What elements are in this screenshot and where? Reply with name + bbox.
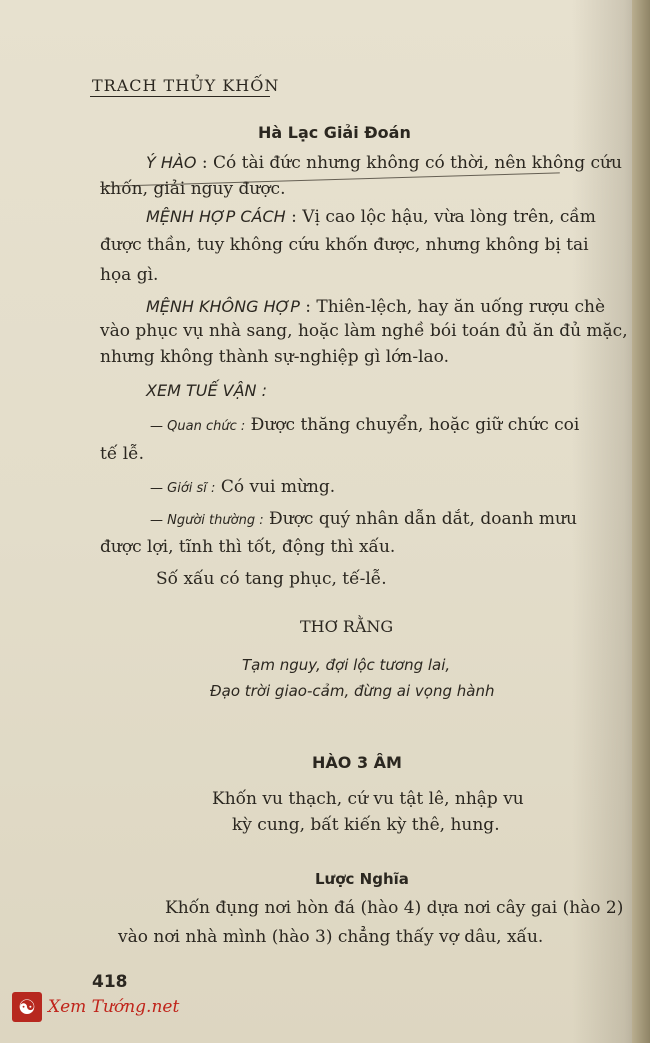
quan-chuc-label: — Quan chức : <box>150 419 246 434</box>
running-head: TRACH THỦY KHỐN <box>92 76 280 95</box>
quan-chuc-text-1: Được thăng chuyển, hoặc giữ chức coi <box>250 415 580 435</box>
y-hao-label: Ý HÀO <box>146 153 197 172</box>
menh-khong-text-1: : Thiên-lệch, hay ăn uống rượu chè <box>305 297 606 317</box>
poem-heading: THƠ RẰNG <box>300 617 394 636</box>
nguoi-thuong-text-1: Được quý nhân dẫn dắt, doanh mưu <box>269 509 577 529</box>
menh-hop-label: MỆNH HỢP CÁCH <box>146 207 286 226</box>
gioi-si-text: Có vui mừng. <box>220 477 336 497</box>
menh-hop-line-2: được thần, tuy không cứu khốn được, nhưng không bị tai <box>100 235 589 255</box>
luoc-nghia-line-2: vào nơi nhà mình (hào 3) chẳng thấy vợ dâu, xấu. <box>118 927 544 947</box>
gioi-si-line <box>150 476 335 500</box>
menh-hop-line-1 <box>146 206 596 228</box>
nguoi-thuong-line-2: được lợi, tĩnh thì tốt, động thì xấu. <box>100 537 396 557</box>
y-hao-text-1: : Có tài đức nhưng không có thời, nên không cứu <box>201 153 622 173</box>
section-heading: Hà Lạc Giải Đoán <box>258 123 411 142</box>
hao-3-line-1: Khốn vu thạch, cứ vu tật lê, nhập vu <box>212 789 524 809</box>
menh-khong-line-3: nhưng không thành sự-nghiệp gì lớn-lao. <box>100 347 449 367</box>
menh-khong-line-1 <box>146 296 605 318</box>
book-gutter <box>632 0 650 1043</box>
hao-3-heading: HÀO 3 ÂM <box>312 753 402 772</box>
nguoi-thuong-label: — Người thường : <box>150 513 264 528</box>
gioi-si-label: — Giới sĩ : <box>150 481 216 496</box>
quan-chuc-line-2: tế lễ. <box>100 444 144 464</box>
quan-chuc-line-1 <box>150 414 579 438</box>
yin-yang-icon: ☯ <box>12 992 42 1022</box>
menh-khong-line-2: vào phục vụ nhà sang, hoặc làm nghề bói toán đủ ăn đủ mặc, <box>100 321 628 341</box>
watermark-text: Xem Tướng.net <box>48 997 180 1017</box>
luoc-nghia-heading: Lược Nghĩa <box>315 870 409 888</box>
poem-line-1: Tạm nguy, đợi lộc tương lai, <box>242 656 451 674</box>
y-hao-line-2: khốn, giải nguy được. <box>100 179 286 199</box>
nguoi-thuong-line-1 <box>150 508 577 532</box>
xem-tue-van-label: XEM TUẾ VẬN : <box>146 381 267 400</box>
page-number: 418 <box>92 972 128 992</box>
menh-hop-text-1: : Vị cao lộc hậu, vừa lòng trên, cầm <box>291 207 596 227</box>
menh-khong-label: MỆNH KHÔNG HỢP <box>146 297 300 316</box>
hao-3-line-2: kỳ cung, bất kiến kỳ thê, hung. <box>232 815 500 835</box>
luoc-nghia-line-1: Khốn đụng nơi hòn đá (hào 4) dựa nơi cây gai (hào 2) <box>165 898 624 918</box>
watermark[interactable] <box>12 992 179 1022</box>
running-head-rule <box>90 96 270 97</box>
y-hao-line-1 <box>146 152 622 174</box>
poem-line-2: Đạo trời giao-cảm, đừng ai vọng hành <box>210 682 495 700</box>
menh-hop-line-3: họa gì. <box>100 265 159 285</box>
so-xau-line: Số xấu có tang phục, tế-lễ. <box>156 569 387 589</box>
